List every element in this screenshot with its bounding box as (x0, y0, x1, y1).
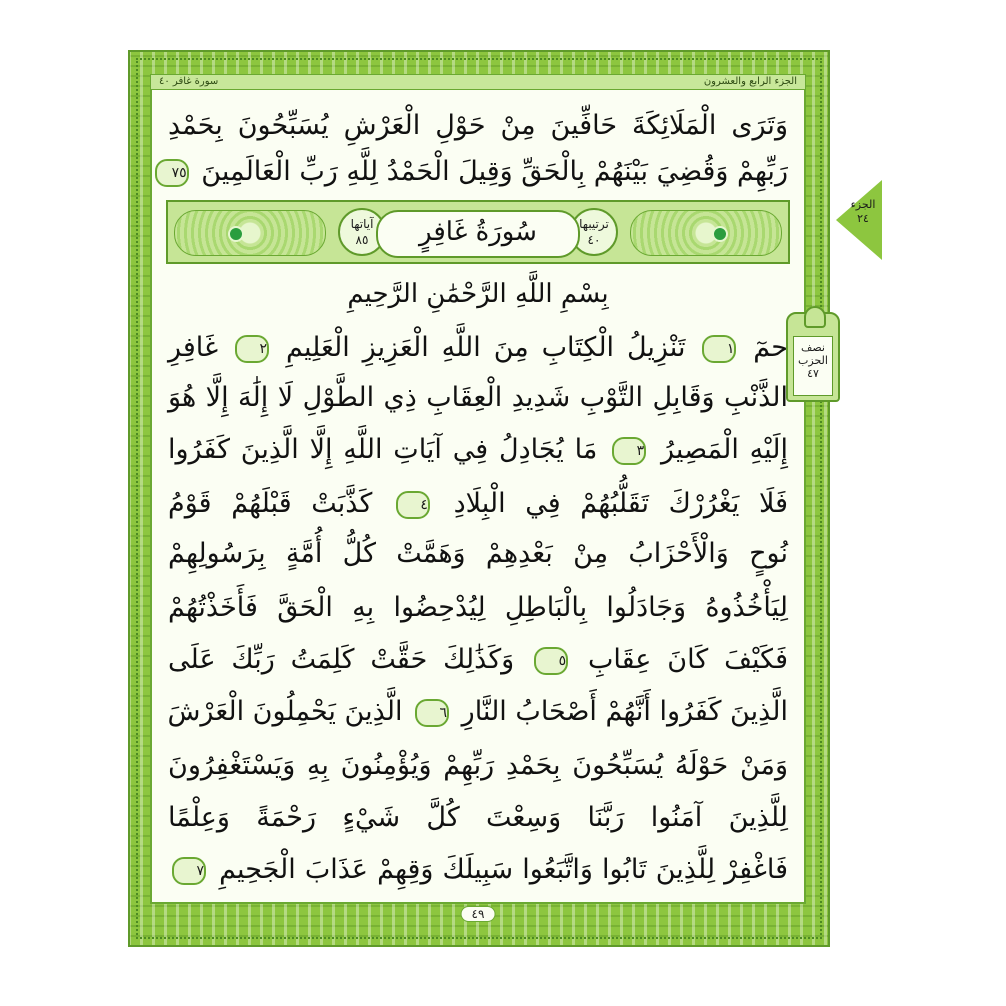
ayah-number-marker: ٧ (172, 857, 206, 885)
verse-line (168, 690, 788, 734)
verse-text: نُوحٍ وَالْأَحْزَابُ مِنْ بَعْدِهِمْ وَهَمَّتْ كُلُّ أُمَّةٍ بِرَسُولِهِمْ (168, 538, 788, 569)
hizb-marker-text (793, 336, 833, 396)
verse-line (168, 326, 788, 370)
order-value: ٤٠ (587, 233, 601, 247)
verse-line (168, 428, 788, 472)
ayat-value: ٨٥ (355, 233, 369, 247)
verse-text: فَكَيْفَ كَانَ عِقَابِ (588, 644, 788, 675)
verse-text: إِلَيْهِ الْمَصِيرُ (661, 434, 789, 465)
ayah-number-marker: ٦ (415, 699, 449, 727)
juz-side-tab-label: الجزء ٢٤ (850, 198, 876, 225)
verse-line (168, 744, 788, 788)
ayah-number-marker: ٢ (235, 335, 269, 363)
hizb-marker-number: ٤٧ (807, 367, 819, 380)
ayah-number-marker: ٣ (612, 437, 646, 465)
ayah-number-marker: ٥ (534, 647, 568, 675)
hizb-marker-line2: الحزب (798, 354, 828, 367)
verse-line (168, 376, 788, 420)
hizb-marker (786, 312, 840, 402)
verse-text: وَكَذَٰلِكَ حَقَّتْ كَلِمَتُ رَبِّكَ عَلَى (168, 644, 515, 675)
verse-text: رَبِّهِمْ وَقُضِيَ بَيْنَهُمْ بِالْحَقِّ وَقِيلَ الْحَمْدُ لِلَّهِ رَبِّ الْعَالَمِينَ (201, 156, 788, 187)
page-footer (150, 904, 806, 926)
verse-line (168, 104, 788, 148)
ayah-number-marker: ٧٥ (155, 159, 189, 187)
surah-header (166, 200, 790, 264)
verse-text: الَّذِينَ كَفَرُوا أَنَّهُمْ أَصْحَابُ النَّارِ (461, 696, 788, 727)
ornament-dot (712, 226, 728, 242)
surah-title: سُورَةُ غَافِرٍ (376, 210, 580, 258)
hizb-marker-line1: نصف (801, 341, 825, 354)
verse-line (168, 150, 788, 194)
order-label: ترتيبها (579, 217, 609, 231)
verse-text: فَاغْفِرْ لِلَّذِينَ تَابُوا وَاتَّبَعُوا سَبِيلَكَ وَقِهِمْ عَذَابَ الْجَحِيمِ (219, 854, 788, 885)
verse-text: حمٓ (753, 332, 788, 363)
verse-line (168, 848, 788, 892)
verse-text: الذَّنْبِ وَقَابِلِ التَّوْبِ شَدِيدِ الْعِقَابِ ذِي الطَّوْلِ لَا إِلَٰهَ إِلَّا هُوَ (168, 382, 788, 413)
verse-text: فَلَا يَغْرُرْكَ تَقَلُّبُهُمْ فِي الْبِلَادِ (453, 488, 788, 519)
verse-text: لِيَأْخُذُوهُ وَجَادَلُوا بِالْبَاطِلِ لِيُدْحِضُوا بِهِ الْحَقَّ فَأَخَذْتُهُمْ (168, 592, 788, 623)
verse-text: وَمَنْ حَوْلَهُ يُسَبِّحُونَ بِحَمْدِ رَبِّهِمْ وَيُؤْمِنُونَ بِهِ وَيَسْتَغْفِرُونَ (168, 750, 788, 781)
verse-text: تَنْزِيلُ الْكِتَابِ مِنَ اللَّهِ الْعَزِيزِ الْعَلِيمِ (285, 332, 686, 363)
verse-line (168, 586, 788, 630)
ornament-left (174, 210, 326, 256)
verse-text: غَافِرِ (168, 332, 219, 363)
verse-text: الَّذِينَ يَحْمِلُونَ الْعَرْشَ (167, 696, 403, 727)
running-header-surah: سورة غافر ٤٠ (159, 76, 219, 87)
verse-text: مَا يُجَادِلُ فِي آيَاتِ اللَّهِ إِلَّا الَّذِينَ كَفَرُوا (168, 434, 598, 465)
page-number: ٤٩ (461, 906, 496, 922)
ornament-right (630, 210, 782, 256)
ayat-label: آياتها (350, 217, 374, 231)
verse-line (168, 638, 788, 682)
running-header (150, 74, 806, 90)
running-header-juz: الجزء الرابع والعشرون (703, 76, 797, 87)
ayah-number-marker: ١ (702, 335, 736, 363)
verse-text: وَتَرَى الْمَلَائِكَةَ حَافِّينَ مِنْ حَوْلِ الْعَرْشِ يُسَبِّحُونَ بِحَمْدِ (168, 110, 788, 141)
verse-line (168, 796, 788, 840)
verse-text: كَذَّبَتْ قَبْلَهُمْ قَوْمُ (168, 488, 373, 519)
verse-line (168, 532, 788, 576)
ayah-number-marker: ٤ (396, 491, 430, 519)
basmala: بِسْمِ اللَّهِ الرَّحْمَٰنِ الرَّحِيمِ (347, 279, 609, 309)
ornament-dot (228, 226, 244, 242)
verse-line (168, 482, 788, 526)
verse-text: لِلَّذِينَ آمَنُوا رَبَّنَا وَسِعْتَ كُلَّ شَيْءٍ رَحْمَةً وَعِلْمًا (168, 802, 788, 833)
hizb-marker-ornament (804, 306, 826, 328)
